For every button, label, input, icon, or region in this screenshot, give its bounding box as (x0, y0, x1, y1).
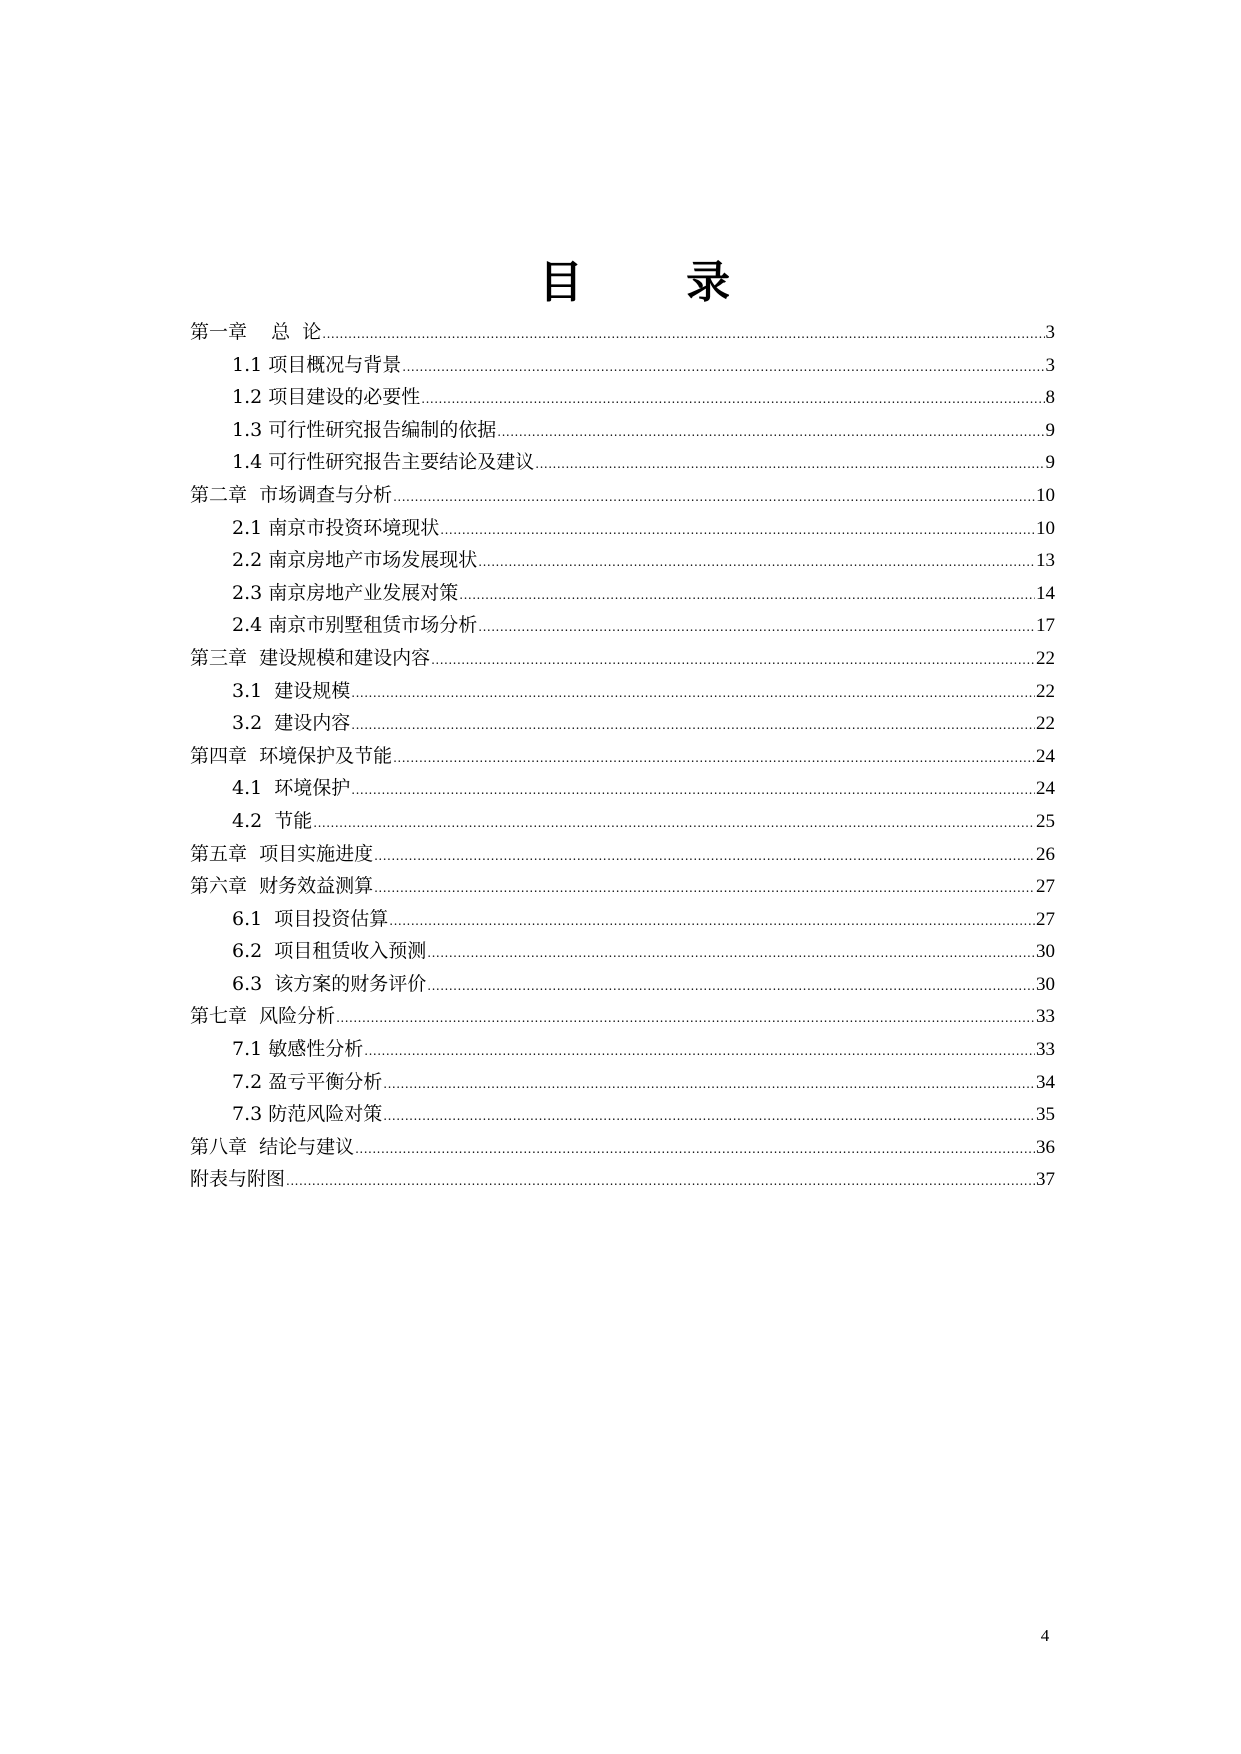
page-number: 4 (1040, 1626, 1050, 1645)
toc-dot-leader (535, 448, 1044, 481)
toc-section-entry[interactable] (190, 446, 1055, 479)
toc-section-entry[interactable] (190, 903, 1055, 936)
toc-entry-page-number: 3 (1045, 322, 1055, 343)
toc-dot-leader (351, 677, 1035, 710)
toc-entry-label: 6.1 项目投资估算 (232, 907, 389, 930)
toc-dot-leader (402, 351, 1044, 384)
toc-section-entry[interactable] (190, 1033, 1055, 1066)
toc-dot-leader (351, 774, 1035, 807)
toc-entry-page-number: 22 (1036, 647, 1055, 669)
toc-entry-page-number: 22 (1036, 680, 1055, 702)
toc-dot-leader (336, 1002, 1035, 1035)
toc-entry-page-number: 33 (1036, 1006, 1055, 1028)
toc-entry-page-number: 17 (1036, 615, 1055, 637)
toc-dot-leader (355, 1133, 1035, 1166)
toc-dot-leader (393, 742, 1035, 775)
toc-dot-leader (478, 611, 1035, 644)
toc-entry-page-number: 9 (1045, 452, 1055, 474)
toc-chapter-entry[interactable] (190, 316, 1055, 349)
toc-section-entry[interactable] (190, 512, 1055, 545)
toc-dot-leader (421, 383, 1044, 416)
toc-entry-label: 6.3 该方案的财务评价 (232, 972, 427, 995)
toc-entry-page-number: 36 (1036, 1136, 1055, 1158)
toc-entry-label: 7.3 防范风险对策 (232, 1103, 383, 1126)
toc-entry-page-number: 37 (1036, 1169, 1055, 1191)
toc-section-entry[interactable] (190, 381, 1055, 414)
toc-entry-page-number: 30 (1036, 973, 1055, 995)
toc-entry-label: 2.3 南京房地产业发展对策 (232, 581, 459, 604)
toc-entry-page-number: 14 (1036, 582, 1055, 604)
toc-entry-label: 1.3 可行性研究报告编制的依据 (232, 418, 497, 441)
toc-chapter-entry[interactable] (190, 740, 1055, 773)
toc-dot-leader (351, 709, 1035, 742)
toc-dot-leader (440, 514, 1035, 547)
toc-entry-page-number: 25 (1036, 810, 1055, 832)
toc-entry-page-number: 24 (1036, 778, 1055, 800)
toc-entry-page-number: 33 (1036, 1039, 1055, 1061)
toc-chapter-entry[interactable] (190, 870, 1055, 903)
toc-entry-label: 第八章 结论与建议 (190, 1135, 355, 1158)
toc-entry-label: 第二章 市场调查与分析 (190, 483, 393, 506)
toc-entry-label: 第三章 建设规模和建设内容 (190, 646, 431, 669)
toc-section-entry[interactable] (190, 577, 1055, 610)
toc-dot-leader (383, 1068, 1035, 1101)
toc-section-entry[interactable] (190, 968, 1055, 1001)
toc-section-entry[interactable] (190, 805, 1055, 838)
toc-entry-label: 附表与附图 (190, 1168, 286, 1191)
toc-entry-label: 2.1 南京市投资环境现状 (232, 516, 440, 539)
toc-entry-page-number: 3 (1045, 354, 1055, 376)
toc-entry-page-number: 26 (1036, 843, 1055, 865)
toc-entry-label: 3.1 建设规模 (232, 679, 351, 702)
toc-entry-label: 6.2 项目租赁收入预测 (232, 940, 427, 963)
toc-entry-page-number: 35 (1036, 1104, 1055, 1126)
toc-dot-leader (427, 970, 1035, 1003)
toc-entry-page-number: 34 (1036, 1071, 1055, 1093)
toc-entry-label: 第五章 项目实施进度 (190, 842, 374, 865)
toc-entry-page-number: 24 (1036, 745, 1055, 767)
toc-entry-label: 2.4 南京市别墅租赁市场分析 (232, 614, 478, 637)
toc-dot-leader (431, 644, 1035, 677)
toc-chapter-entry[interactable] (190, 1000, 1055, 1033)
toc-chapter-entry[interactable] (190, 642, 1055, 675)
toc-entry-page-number: 8 (1045, 387, 1055, 409)
toc-section-entry[interactable] (190, 772, 1055, 805)
toc-section-entry[interactable] (190, 1066, 1055, 1099)
toc-entry-label: 1.2 项目建设的必要性 (232, 386, 421, 409)
toc-entry-label: 7.2 盈亏平衡分析 (232, 1070, 383, 1093)
toc-entry-page-number: 10 (1036, 517, 1055, 539)
toc-entry-page-number: 22 (1036, 713, 1055, 735)
toc-chapter-entry[interactable] (190, 1163, 1055, 1196)
toc-entry-page-number: 10 (1036, 484, 1055, 506)
toc-section-entry[interactable] (190, 935, 1055, 968)
toc-section-entry[interactable] (190, 414, 1055, 447)
toc-entry-label: 4.1 环境保护 (232, 777, 351, 800)
toc-dot-leader (313, 807, 1035, 840)
toc-dot-leader (427, 937, 1035, 970)
toc-entry-label: 第七章 风险分析 (190, 1005, 336, 1028)
toc-entry-label: 3.2 建设内容 (232, 712, 351, 735)
toc-section-entry[interactable] (190, 609, 1055, 642)
toc-section-entry[interactable] (190, 349, 1055, 382)
toc-entry-label: 1.4 可行性研究报告主要结论及建议 (232, 451, 535, 474)
toc-entry-page-number: 30 (1036, 941, 1055, 963)
toc-entry-page-number: 9 (1045, 419, 1055, 441)
toc-entry-label: 第一章 总 论 (190, 321, 322, 343)
toc-dot-leader (459, 579, 1035, 612)
toc-entry-page-number: 13 (1036, 550, 1055, 572)
toc-dot-leader (322, 318, 1044, 351)
toc-dot-leader (286, 1165, 1035, 1198)
toc-chapter-entry[interactable] (190, 479, 1055, 512)
toc-dot-leader (374, 840, 1035, 873)
toc-dot-leader (389, 905, 1035, 938)
toc-dot-leader (393, 481, 1035, 514)
toc-entry-label: 1.1 项目概况与背景 (232, 353, 402, 376)
toc-entry-label: 4.2 节能 (232, 809, 313, 832)
toc-dot-leader (497, 416, 1044, 449)
toc-entry-label: 2.2 南京房地产市场发展现状 (232, 549, 478, 572)
toc-section-entry[interactable] (190, 707, 1055, 740)
toc-dot-leader (383, 1100, 1035, 1133)
toc-entry-page-number: 27 (1036, 876, 1055, 898)
toc-chapter-entry[interactable] (190, 1131, 1055, 1164)
toc-entry-label: 第六章 财务效益测算 (190, 875, 374, 898)
toc-section-entry[interactable] (190, 675, 1055, 708)
toc-entry-page-number: 27 (1036, 908, 1055, 930)
toc-dot-leader (364, 1035, 1035, 1068)
toc-chapter-entry[interactable] (190, 838, 1055, 871)
toc-dot-leader (374, 872, 1035, 905)
table-of-contents (190, 316, 1055, 1196)
toc-section-entry[interactable] (190, 1098, 1055, 1131)
toc-section-entry[interactable] (190, 544, 1055, 577)
toc-dot-leader (478, 546, 1035, 579)
toc-entry-label: 7.1 敏感性分析 (232, 1038, 364, 1061)
toc-entry-label: 第四章 环境保护及节能 (190, 744, 393, 767)
toc-title: 目 录 (538, 257, 775, 308)
